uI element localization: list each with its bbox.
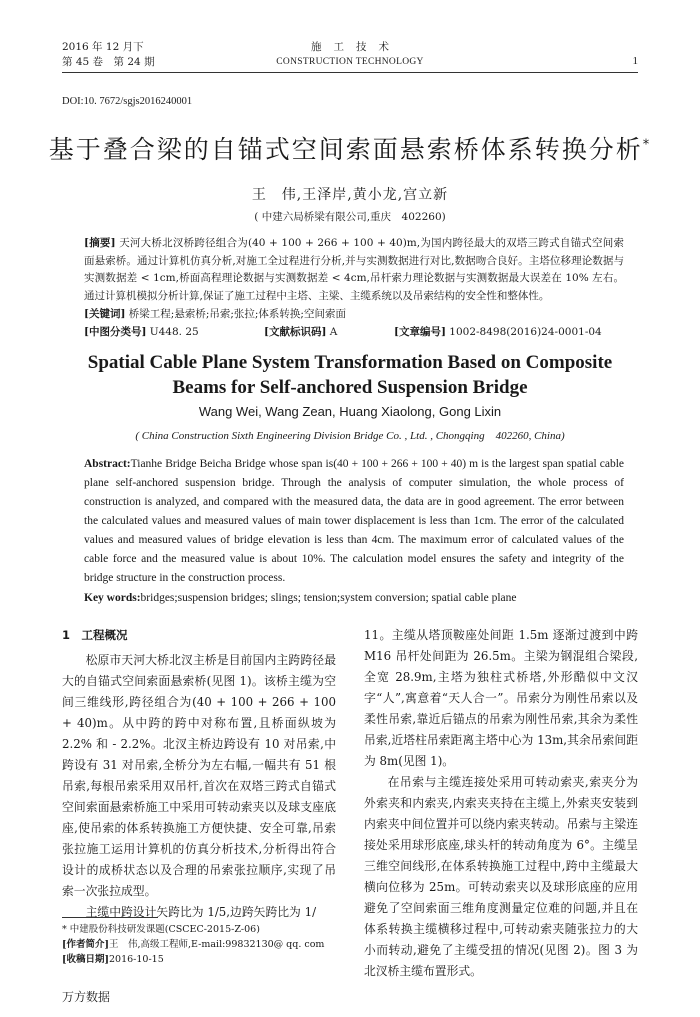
body-paragraph: 松原市天河大桥北汊主桥是目前国内主跨跨径最大的自锚式空间索面悬索桥(见图 1)。该桥主缆为空间三维线形,跨径组合为(40 + 100 + 266 + 100 + 40)m。从中跨的跨中对称布置,且桥面纵坡为 2.2% 和 - 2.2%。北汊主桥边跨设有 10 对吊索,中跨设有 31 对吊索,全桥分为左右幅,一幅共有 51 根吊索,每根吊索采用双吊杆,首次在双塔三跨式自锚式空间索面悬索桥施工中采用可转动索夹以及球支座底座,使吊索的体系转换施工方便快捷、安全可靠,吊索张拉施工运用计算机的仿真分析技术,分析得出符合设计的成桥状态以及合理的吊索张拉顺序,实现了吊索一次张拉成型。 [62, 653, 336, 898]
keywords-en-label: Key words: [84, 592, 141, 604]
abstract-en-text: Tianhe Bridge Beicha Bridge whose span is(40 + 100 + 266 + 100 + 40) m is the largest span spatial cable plane self-anchored suspension bridge. Through the analysis of computer simulation, the whole process of construction is analyzed, and compared with the measured data, the data are in good agreement. The error between the calculated values and measured values of main tower displacement is less than 1cm. The error of the calculated values and measured values of bridge elevation is less than 4cm. The maximum error of calculated values of the cable force and the measured value is about 10%. The calculation model ensures the safety and integrity of the bridge structure in the construction process. [84, 458, 624, 584]
article-number-group [394, 324, 602, 342]
title-cn-text: 基于叠合梁的自锚式空间索面悬索桥体系转换分析 [48, 135, 643, 164]
abstract-en-label: Abstract: [84, 458, 131, 470]
paper-title-en [0, 350, 700, 400]
received-date-label: [收稿日期] [62, 954, 109, 965]
running-header-center [230, 40, 470, 70]
affiliation-cn: ( 中建六局桥梁有限公司,重庆 402260) [254, 211, 446, 223]
running-header-left [62, 40, 155, 70]
footnotes [62, 922, 332, 967]
watermark: 万方数据 [62, 990, 111, 1004]
received-date-text: 2016-10-15 [109, 954, 164, 965]
section-heading-1: 1 工程概况 [62, 628, 128, 642]
doc-code-label: [文献标识码] [264, 326, 327, 338]
journal-name-cn: 施工技术 [311, 41, 401, 53]
issue-date: 2016 年 12 月下 [62, 41, 144, 53]
authors-en: Wang Wei, Wang Zean, Huang Xiaolong, Gong Lixin [198, 404, 502, 419]
doi: DOI:10. 7672/sgjs2016240001 [62, 96, 193, 107]
classification-line [84, 324, 624, 342]
title-en-line-1: Spatial Cable Plane System Transformation Based on Composite [87, 352, 613, 373]
abstract-cn-label: [摘要] [84, 237, 116, 249]
affiliation-en: ( China Construction Sixth Engineering Division Bridge Co. , Ltd. , Chongqing 402260, China) [135, 430, 565, 442]
clc-label: [中图分类号] [84, 326, 147, 338]
body-paragraph: 在吊索与主缆连接处采用可转动索夹,索夹分为外索夹和内索夹,内索夹夹持在主缆上,外索夹安装到内索夹中间位置并可以绕内索夹转动。吊索与主梁连接处采用球形底座,球头杆的转动角度为 6°。主缆呈三维空间线形,在体系转换施工过程中,跨中主缆最大横向位移为 25m。可转动索夹以及球形底座的应用避免了空间索面三维角度测量定位难的问题,并且在体系转换主缆横移过程中,可转动索夹随张拉力的大小而转动,避免了主缆受扭的情况(见图 2)。图 3 为北汊桥主缆布置形式。 [364, 775, 638, 978]
keywords-cn-label: [关键词] [84, 308, 126, 320]
body-paragraph: 主缆中跨设计矢跨比为 1/5,边跨矢跨比为 1/ [85, 905, 317, 919]
article-number-value: 1002-8498(2016)24-0001-04 [449, 326, 602, 338]
body-column-left [62, 625, 336, 923]
keywords-en [84, 589, 624, 608]
abstract-en [84, 455, 624, 588]
clc-group [84, 324, 264, 342]
doc-code-group [264, 324, 394, 342]
page-number: 1 [632, 55, 638, 67]
title-footnote-mark: * [642, 137, 652, 153]
body-column-right [364, 625, 638, 982]
keywords-cn [84, 306, 624, 324]
footnote-divider [62, 917, 158, 918]
title-en-line-2: Beams for Self-anchored Suspension Bridge [172, 377, 528, 398]
doc-code-value: A [329, 326, 338, 338]
article-number-label: [文章编号] [394, 326, 446, 338]
received-date [62, 952, 332, 967]
author-bio [62, 937, 332, 952]
abstract-cn [84, 235, 624, 305]
keywords-cn-text: 桥梁工程;悬索桥;吊索;张拉;体系转换;空间索面 [128, 308, 346, 320]
header-divider [62, 72, 638, 73]
author-bio-text: 王 伟,高级工程师,E-mail:99832130@ qq. com [109, 939, 325, 950]
volume-issue: 第 45 卷 第 24 期 [62, 56, 155, 68]
clc-value: U448. 25 [149, 326, 199, 338]
author-bio-label: [作者简介] [62, 939, 109, 950]
journal-name-en: CONSTRUCTION TECHNOLOGY [276, 57, 424, 67]
body-paragraph: 11。主缆从塔顶鞍座处间距 1.5m 逐渐过渡到中跨 M16 吊杆处间距为 26.5m。主梁为钢混组合梁段,全宽 28.9m,主塔为独柱式桥塔,外形酷似中文汉字“人”,寓意着“天人合一”。吊索分为刚性吊索以及柔性吊索,靠近后锚点的吊索为刚性吊索,其余为柔性吊索,近塔柱吊索距离主塔中心为 13m,其余吊索间距为 8m(见图 1)。 [364, 628, 638, 768]
paper-title-cn [0, 130, 700, 166]
keywords-en-text: bridges;suspension bridges; slings; tension;system conversion; spatial cable plane [140, 592, 517, 604]
authors-cn: 王 伟,王泽岸,黄小龙,宫立新 [251, 187, 449, 203]
abstract-cn-text: 天河大桥北汊桥跨径组合为(40 + 100 + 266 + 100 + 40)m,为国内跨径最大的双塔三跨式自锚式空间索面悬索桥。通过计算机仿真分析,对施工全过程进行分析,并与实测数据进行对比,数据吻合良好。主塔位移理论数据与实测数据差 < 1cm,桥面高程理论数据与实测数据差 < 4cm,吊杆索力理论数据与实测数据最大误差在 10% 左右。通过计算机模拟分析计算,保证了施工过程中主塔、主梁、主缆系统以及吊索结构的安全性和整体性。 [84, 237, 624, 302]
fund-note: * 中建股份科技研发课题(CSCEC-2015-Z-06) [62, 924, 260, 935]
